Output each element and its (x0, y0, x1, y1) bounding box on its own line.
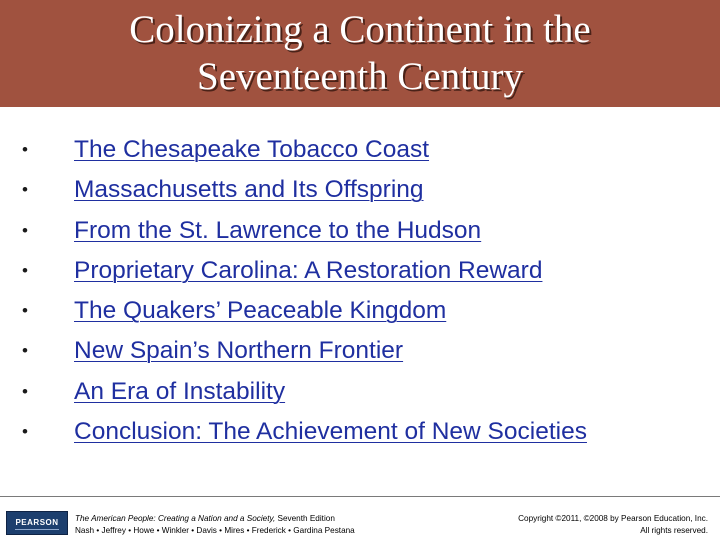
topic-link-st-lawrence[interactable]: From the St. Lawrence to the Hudson (74, 216, 482, 244)
bullet-icon: • (22, 341, 28, 361)
topic-item (22, 170, 712, 210)
topic-link-carolina[interactable]: Proprietary Carolina: A Restoration Reward (74, 256, 543, 284)
slide-footer (0, 496, 720, 540)
book-edition: Seventh Edition (275, 514, 335, 523)
topic-link-conclusion[interactable]: Conclusion: The Achievement of New Societies (74, 418, 587, 446)
book-citation (75, 513, 465, 537)
book-title-line (75, 513, 465, 525)
bullet-icon: • (22, 140, 28, 159)
bullet-icon: • (22, 301, 28, 321)
bullet-icon: • (22, 260, 28, 280)
topic-item (22, 291, 712, 331)
title-bar (0, 0, 720, 107)
topic-item (22, 331, 712, 371)
topic-item (22, 372, 712, 412)
copyright-notice (408, 513, 708, 537)
copyright-text: Copyright ©2011, ©2008 by Pearson Education, Inc. (518, 514, 708, 523)
logo-underline (15, 529, 59, 530)
bullet-icon: • (22, 422, 28, 442)
rights-text: All rights reserved. (640, 526, 708, 535)
footer-divider (0, 496, 720, 497)
topic-link-new-spain[interactable]: New Spain’s Northern Frontier (74, 337, 404, 365)
pearson-logo-text: PEARSON (15, 518, 59, 527)
topic-link-quakers[interactable]: The Quakers’ Peaceable Kingdom (74, 297, 447, 325)
pearson-logo (6, 511, 68, 535)
topic-link-instability[interactable]: An Era of Instability (74, 377, 286, 405)
book-authors: Nash • Jeffrey • Howe • Winkler • Davis • Mires • Frederick • Gardina Pestana (75, 526, 355, 535)
bullet-icon: • (22, 381, 28, 401)
topic-item (22, 130, 712, 170)
slide-title-line-1: Colonizing a Continent in the (129, 8, 591, 51)
bullet-icon: • (22, 220, 28, 240)
slide-title (0, 6, 720, 100)
topic-item (22, 412, 712, 452)
topic-item (22, 211, 712, 251)
topic-link-chesapeake[interactable]: The Chesapeake Tobacco Coast (74, 136, 430, 163)
slide-title-line-2: Seventeenth Century (197, 55, 523, 98)
topic-link-massachusetts[interactable]: Massachusetts and Its Offspring (74, 176, 424, 204)
bullet-icon: • (22, 180, 28, 200)
topic-item (22, 251, 712, 291)
book-title: The American People: Creating a Nation and a Society, (75, 514, 276, 523)
topic-list (22, 130, 712, 452)
